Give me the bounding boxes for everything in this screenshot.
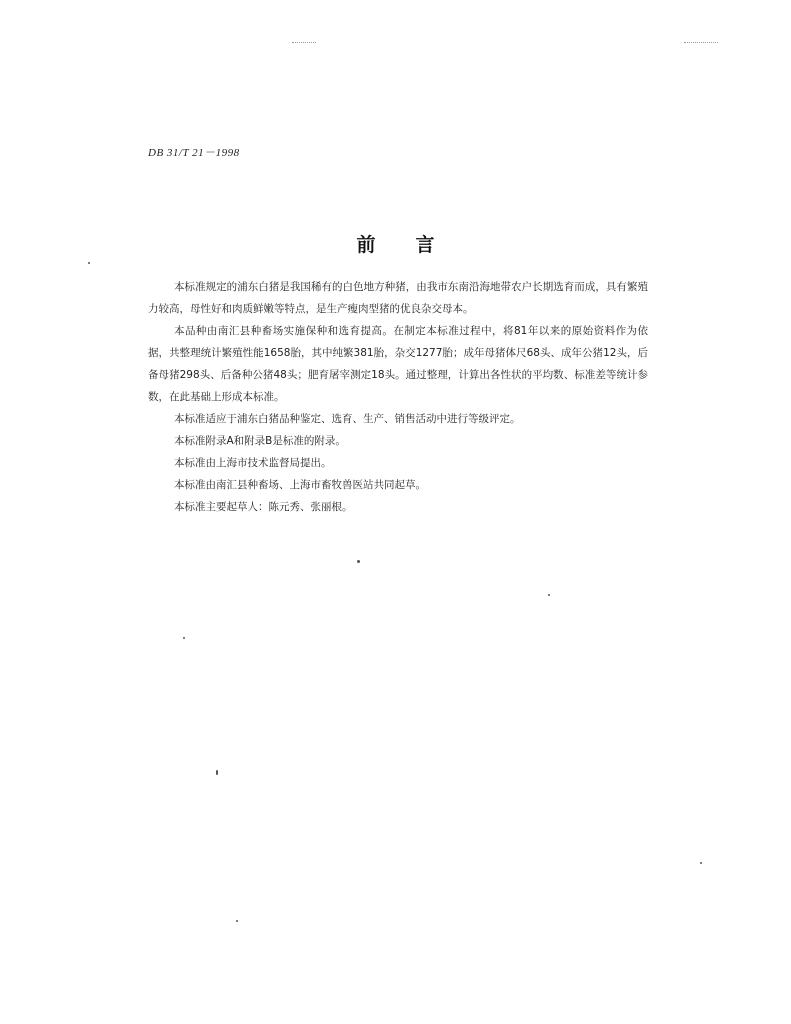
scan-speck (183, 637, 185, 639)
scan-speck (700, 862, 702, 864)
paragraph-7: 本标准主要起草人：陈元秀、张丽根。 (174, 501, 353, 513)
paragraph-2: 本品种由南汇县种畜场实施保种和选育提高。在制定本标准过程中，将81年以来的原始资料作为依据，共整理统计繁殖性能1658胎，其中纯繁381胎，杂交1277胎；成年母猪体尺68头、成年公猪12头，后备母猪298头、后备种公猪48头；肥育屠宰测定18头。通过整理，计算出各性状的平均数、标准差等统计参数，在此基础上形成本标准。 (148, 325, 648, 403)
scan-mark (684, 42, 718, 44)
scan-speck (548, 594, 550, 596)
paragraph-4: 本标准附录A和附录B是标准的附录。 (174, 435, 346, 447)
scan-speck (88, 262, 90, 264)
standard-code: DB 31/T 21－1998 (148, 147, 240, 159)
paragraph-6: 本标准由南汇县种畜场、上海市畜牧兽医站共同起草。 (174, 479, 426, 491)
paragraph-1: 本标准规定的浦东白猪是我国稀有的白色地方种猪，由我市东南沿海地带农户长期选育而成，具有繁殖力较高，母性好和肉质鲜嫩等特点，是生产瘦肉型猪的优良杂交母本。 (148, 281, 648, 315)
scan-speck (357, 560, 360, 563)
scan-speck (236, 920, 238, 922)
paragraph-3: 本标准适应于浦东白猪品种鉴定、选育、生产、销售活动中进行等级评定。 (174, 413, 521, 425)
scan-speck (216, 770, 218, 775)
page-title: 前言 (356, 234, 475, 256)
paragraph-5: 本标准由上海市技术监督局提出。 (174, 457, 332, 469)
foreword-body (148, 276, 648, 518)
scan-mark (292, 42, 316, 44)
